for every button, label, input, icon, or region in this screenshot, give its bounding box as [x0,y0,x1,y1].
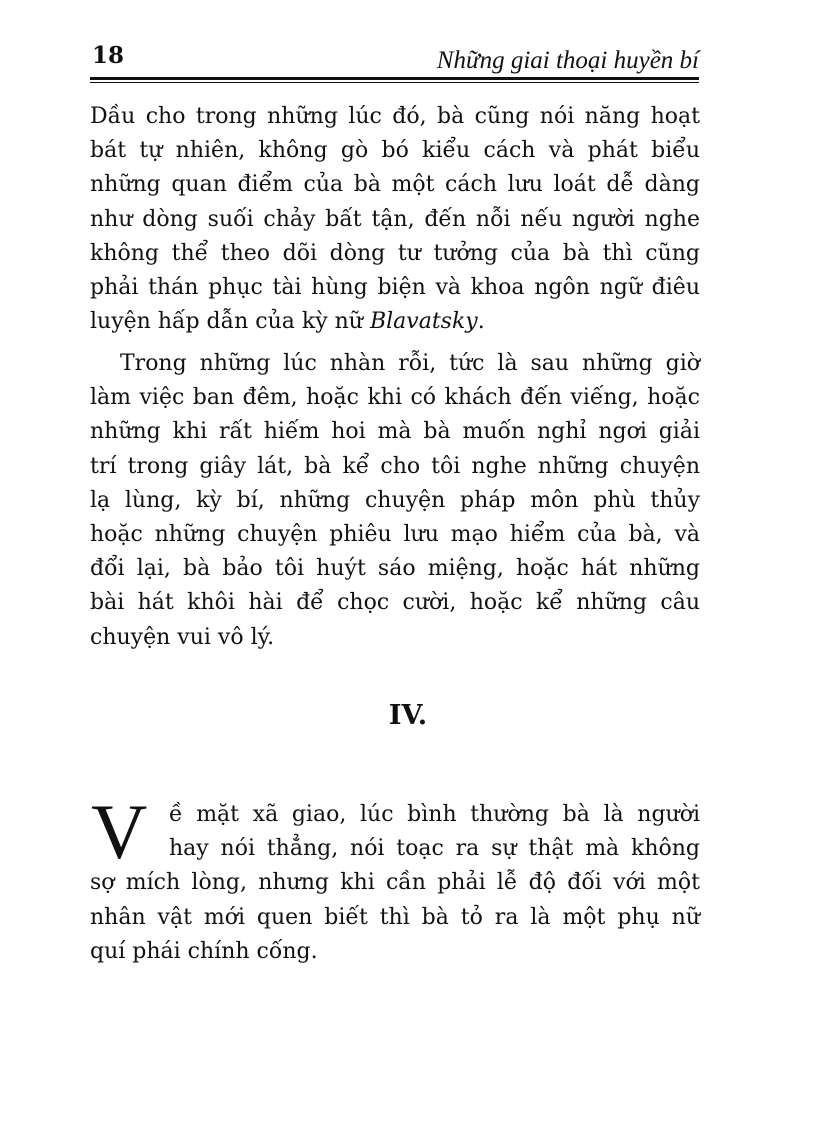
text-line: bát tự nhiên, không gò bó kiểu cách và phát biểu [90,138,700,164]
text-line: trí trong giây lát, bà kể cho tôi nghe những chuyện [90,453,700,479]
text-line: Trong những lúc nhàn rỗi, tức là sau những giờ [120,351,700,376]
paragraph-2 [90,347,700,655]
text-line: lạ lùng, kỳ bí, những chuyện pháp môn phù thủy [90,487,700,513]
italic-name: Blavatsky [369,309,478,335]
text-line: không thể theo dõi dòng tư tưởng của bà thì cũng [90,240,700,266]
text-line-last [90,305,700,339]
text-line-last: chuyện vui vô lý. [90,624,275,650]
text-line: hay nói thẳng, nói toạc ra sự thật mà không [169,836,700,862]
text-line: Dầu cho trong những lúc đó, bà cũng nói năng hoạt [90,104,700,129]
text-line: những quan điểm của bà một cách lưu loát dễ dàng [90,172,700,198]
page-number: 18 [92,42,125,69]
text-line: phải thán phục tài hùng biện và khoa ngôn ngữ điêu [90,274,700,300]
end-punctuation: . [477,309,485,335]
header-rule-thick [90,77,699,80]
text-line: hoặc những chuyện phiêu lưu mạo hiểm của bà, và [90,521,700,547]
text-line: sợ mích lòng, nhưng khi cần phải lễ độ đối với một [90,870,700,896]
text-line: đổi lại, bà bảo tôi huýt sáo miệng, hoặc hát những [90,556,700,582]
paragraph-1 [90,100,700,339]
text-line: bài hát khôi hài để chọc cười, hoặc kể những câu [90,590,700,616]
header-rule-thin [90,82,699,83]
text-line: nhân vật mới quen biết thì bà tỏ ra là một phụ nữ [90,904,700,930]
text-line-part: luyện hấp dẫn của kỳ nữ [90,309,370,335]
text-line: ề mặt xã giao, lúc bình thường bà là người [169,802,700,827]
paragraph-3 [90,798,700,969]
running-title: Những giai thoại huyền bí [436,47,699,74]
text-line: như dòng suối chảy bất tận, đến nỗi nếu người nghe [90,206,700,232]
section-heading: IV. [388,700,428,731]
text-line: làm việc ban đêm, hoặc khi có khách đến viếng, hoặc [90,385,700,411]
text-line: những khi rất hiếm hoi mà bà muốn nghỉ ngơi giải [90,419,700,445]
drop-cap: V [91,788,148,875]
text-line-last: quí phái chính cống. [90,938,318,964]
